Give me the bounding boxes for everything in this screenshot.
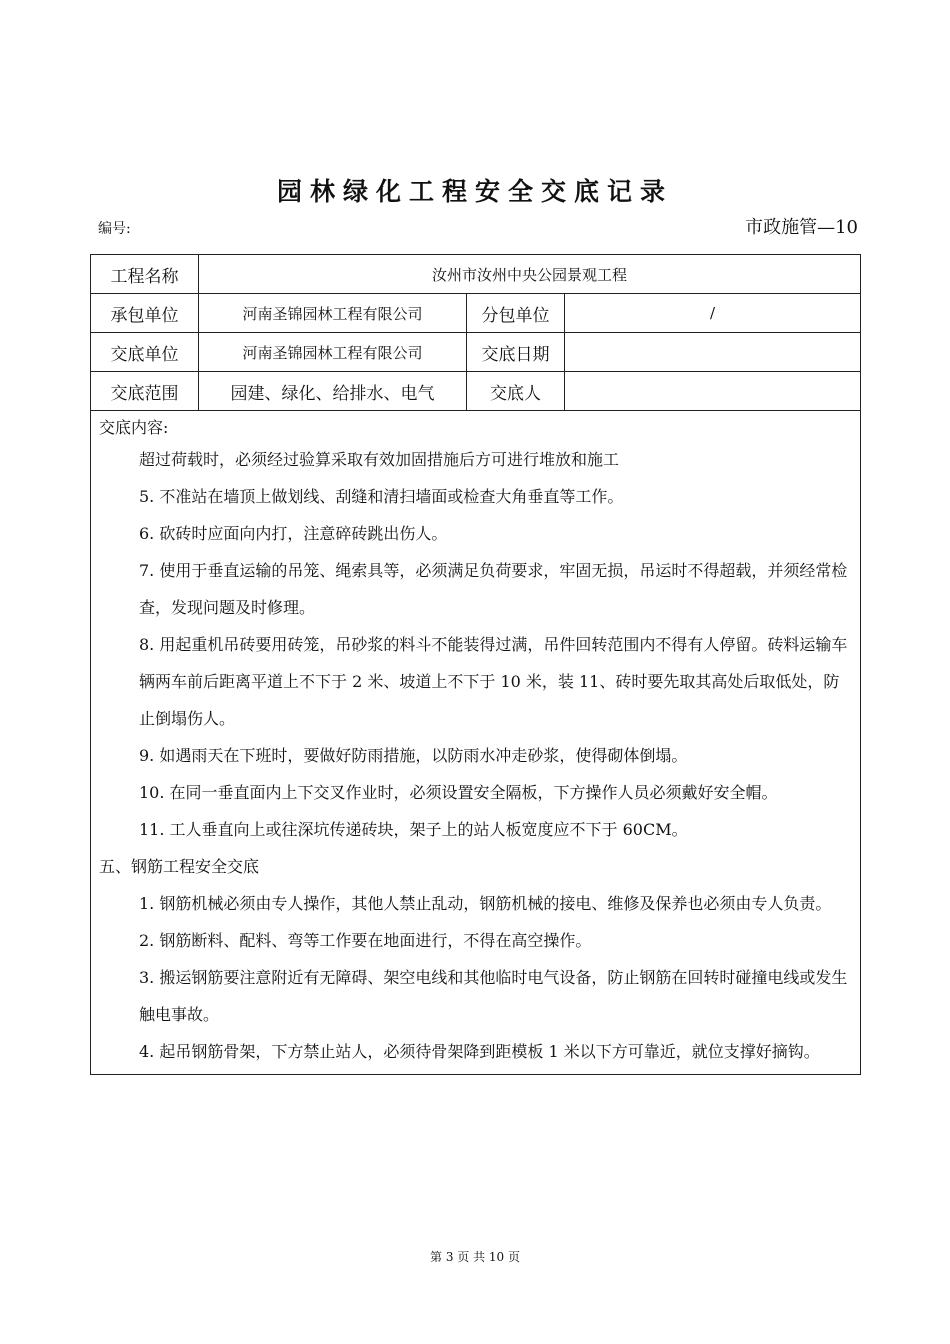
briefing-date-label: 交底日期 <box>467 333 565 372</box>
content-paragraph: 10. 在同一垂直面内上下交叉作业时，必须设置安全隔板，下方操作人员必须戴好安全帽。 <box>139 783 778 802</box>
section-item: 4. 起吊钢筋骨架，下方禁止站人，必须待骨架降到距模板 1 米以下方可靠近，就位支撑好摘钩。 <box>139 1042 820 1061</box>
content-heading: 交底内容: <box>99 418 169 437</box>
page-footer: 第 3 页 共 10 页 <box>430 1250 520 1264</box>
project-name-label: 工程名称 <box>91 255 199 294</box>
briefing-unit-value: 河南圣锦园林工程有限公司 <box>199 333 467 372</box>
content-paragraph: 8. 用起重机吊砖要用砖笼，吊砂浆的料斗不能装得过满，吊件回转范围内不得有人停留。砖料运输车辆两车前后距离平道上不下于 2 米、坡道上不下于 10 米，装 11、砖时要先取其高处后取低处，防止倒塌伤人。 <box>139 635 848 728</box>
scope-value: 园建、绿化、给排水、电气 <box>199 372 467 411</box>
code-value: 市政施管—10 <box>745 217 858 238</box>
content-paragraph: 7. 使用于垂直运输的吊笼、绳索具等，必须满足负荷要求，牢固无损，吊运时不得超载，并须经常检查，发现问题及时修理。 <box>139 561 848 617</box>
document-title: 园林绿化工程安全交底记录 <box>276 177 673 206</box>
section-item: 2. 钢筋断料、配料、弯等工作要在地面进行，不得在高空操作。 <box>139 931 592 950</box>
contractor-row <box>91 294 861 333</box>
content-paragraph: 9. 如遇雨天在下班时，要做好防雨措施，以防雨水冲走砂浆，使得砌体倒塌。 <box>139 746 688 765</box>
scope-row <box>91 372 861 411</box>
section-item: 3. 搬运钢筋要注意附近有无障碍、架空电线和其他临时电气设备，防止钢筋在回转时碰撞电线或发生触电事故。 <box>139 968 848 1024</box>
subcontractor-value: / <box>565 294 861 333</box>
scope-label: 交底范围 <box>91 372 199 411</box>
briefing-form <box>90 254 861 1075</box>
subcontractor-label: 分包单位 <box>467 294 565 333</box>
content-paragraph: 11. 工人垂直向上或往深坑传递砖块，架子上的站人板宽度应不下于 60CM。 <box>139 820 688 839</box>
contractor-value: 河南圣锦园林工程有限公司 <box>199 294 467 333</box>
briefing-unit-row <box>91 333 861 372</box>
content-paragraph: 超过荷载时，必须经过验算采取有效加固措施后方可进行堆放和施工 <box>139 450 620 469</box>
content-row <box>91 411 861 1075</box>
briefer-value <box>565 372 861 411</box>
briefer-label: 交底人 <box>467 372 565 411</box>
project-name-value: 汝州市汝州中央公园景观工程 <box>199 255 861 294</box>
briefing-content <box>91 411 861 1075</box>
section-title: 五、钢筋工程安全交底 <box>99 857 260 876</box>
section-item: 1. 钢筋机械必须由专人操作，其他人禁止乱动，钢筋机械的接电、维修及保养也必须由专人负责。 <box>139 894 832 913</box>
content-paragraph: 5. 不准站在墙顶上做划线、刮缝和清扫墙面或检查大角垂直等工作。 <box>139 487 624 506</box>
briefing-date-value <box>565 333 861 372</box>
content-paragraph: 6. 砍砖时应面向内打，注意碎砖跳出伤人。 <box>139 524 448 543</box>
project-row <box>91 255 861 294</box>
contractor-label: 承包单位 <box>91 294 199 333</box>
briefing-unit-label: 交底单位 <box>91 333 199 372</box>
code-label: 编号: <box>98 221 131 237</box>
